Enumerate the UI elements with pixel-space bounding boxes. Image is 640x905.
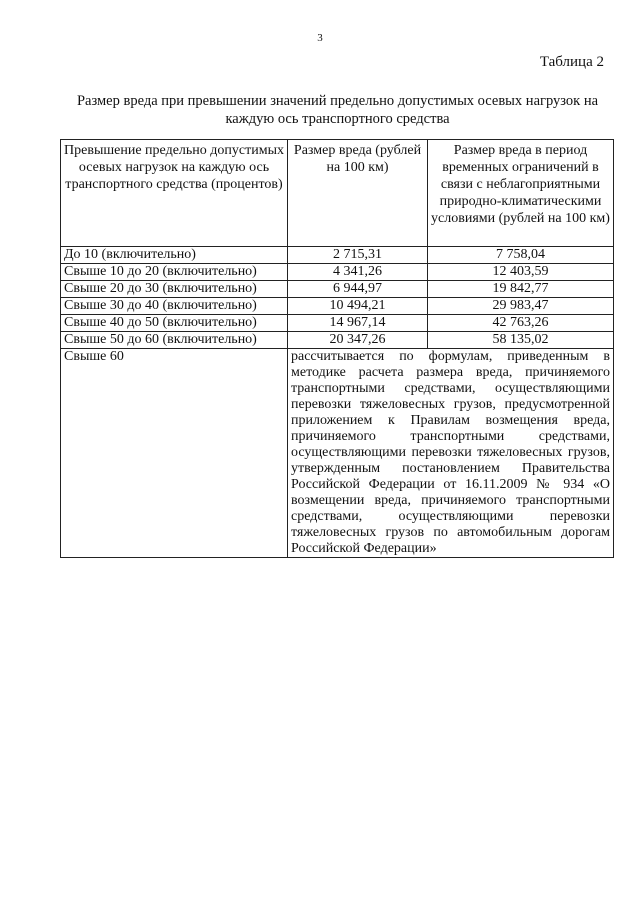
harm-table <box>60 139 614 558</box>
row-label: До 10 (включительно) <box>61 247 288 264</box>
header-harm-restricted: Размер вреда в период временных ограничений в связи с неблагоприятными природно-климатическими условиями (рублей на 100 км) <box>428 140 614 247</box>
row-label: Свыше 60 <box>61 349 288 558</box>
table-row <box>61 298 614 315</box>
calculation-note: рассчитывается по формулам, приведенным в методике расчета размера вреда, причиняемого транспортными средствами, осуществляющими перевозки тяжеловесных грузов, предусмотренной приложением к Правилам возмещения вреда, причиняемого транспортными средствами, осуществляющими перевозки тяжеловесных грузов, утвержденным постановлением Правительства Российской Федерации от 16.11.2009 № 934 «О возмещении вреда, причиняемого транспортными средствами, осуществляющими перевозки тяжеловесных грузов по автомобильным дорогам Российской Федерации» <box>288 349 614 558</box>
harm-restricted-value: 7 758,04 <box>428 247 614 264</box>
table-row <box>61 332 614 349</box>
harm-value: 14 967,14 <box>288 315 428 332</box>
harm-restricted-value: 12 403,59 <box>428 264 614 281</box>
harm-value: 4 341,26 <box>288 264 428 281</box>
table-row-over-60 <box>61 349 614 558</box>
harm-restricted-value: 19 842,77 <box>428 281 614 298</box>
table-row <box>61 281 614 298</box>
row-label: Свыше 40 до 50 (включительно) <box>61 315 288 332</box>
table-row <box>61 264 614 281</box>
row-label: Свыше 50 до 60 (включительно) <box>61 332 288 349</box>
table-row <box>61 247 614 264</box>
header-overload: Превышение предельно допустимых осевых нагрузок на каждую ось транспортного средства (процентов) <box>61 140 288 247</box>
table-row <box>61 315 614 332</box>
table-label: Таблица 2 <box>539 54 604 70</box>
page-number: 3 <box>317 32 323 44</box>
harm-value: 6 944,97 <box>288 281 428 298</box>
row-label: Свыше 20 до 30 (включительно) <box>61 281 288 298</box>
harm-value: 2 715,31 <box>288 247 428 264</box>
harm-value: 10 494,21 <box>288 298 428 315</box>
harm-restricted-value: 29 983,47 <box>428 298 614 315</box>
harm-restricted-value: 42 763,26 <box>428 315 614 332</box>
header-harm: Размер вреда (рублей на 100 км) <box>288 140 428 247</box>
table-title: Размер вреда при превышении значений предельно допустимых осевых нагрузок на каждую ось транспортного средства <box>76 93 599 127</box>
harm-value: 20 347,26 <box>288 332 428 349</box>
harm-restricted-value: 58 135,02 <box>428 332 614 349</box>
row-label: Свыше 10 до 20 (включительно) <box>61 264 288 281</box>
header-row <box>61 140 614 247</box>
row-label: Свыше 30 до 40 (включительно) <box>61 298 288 315</box>
